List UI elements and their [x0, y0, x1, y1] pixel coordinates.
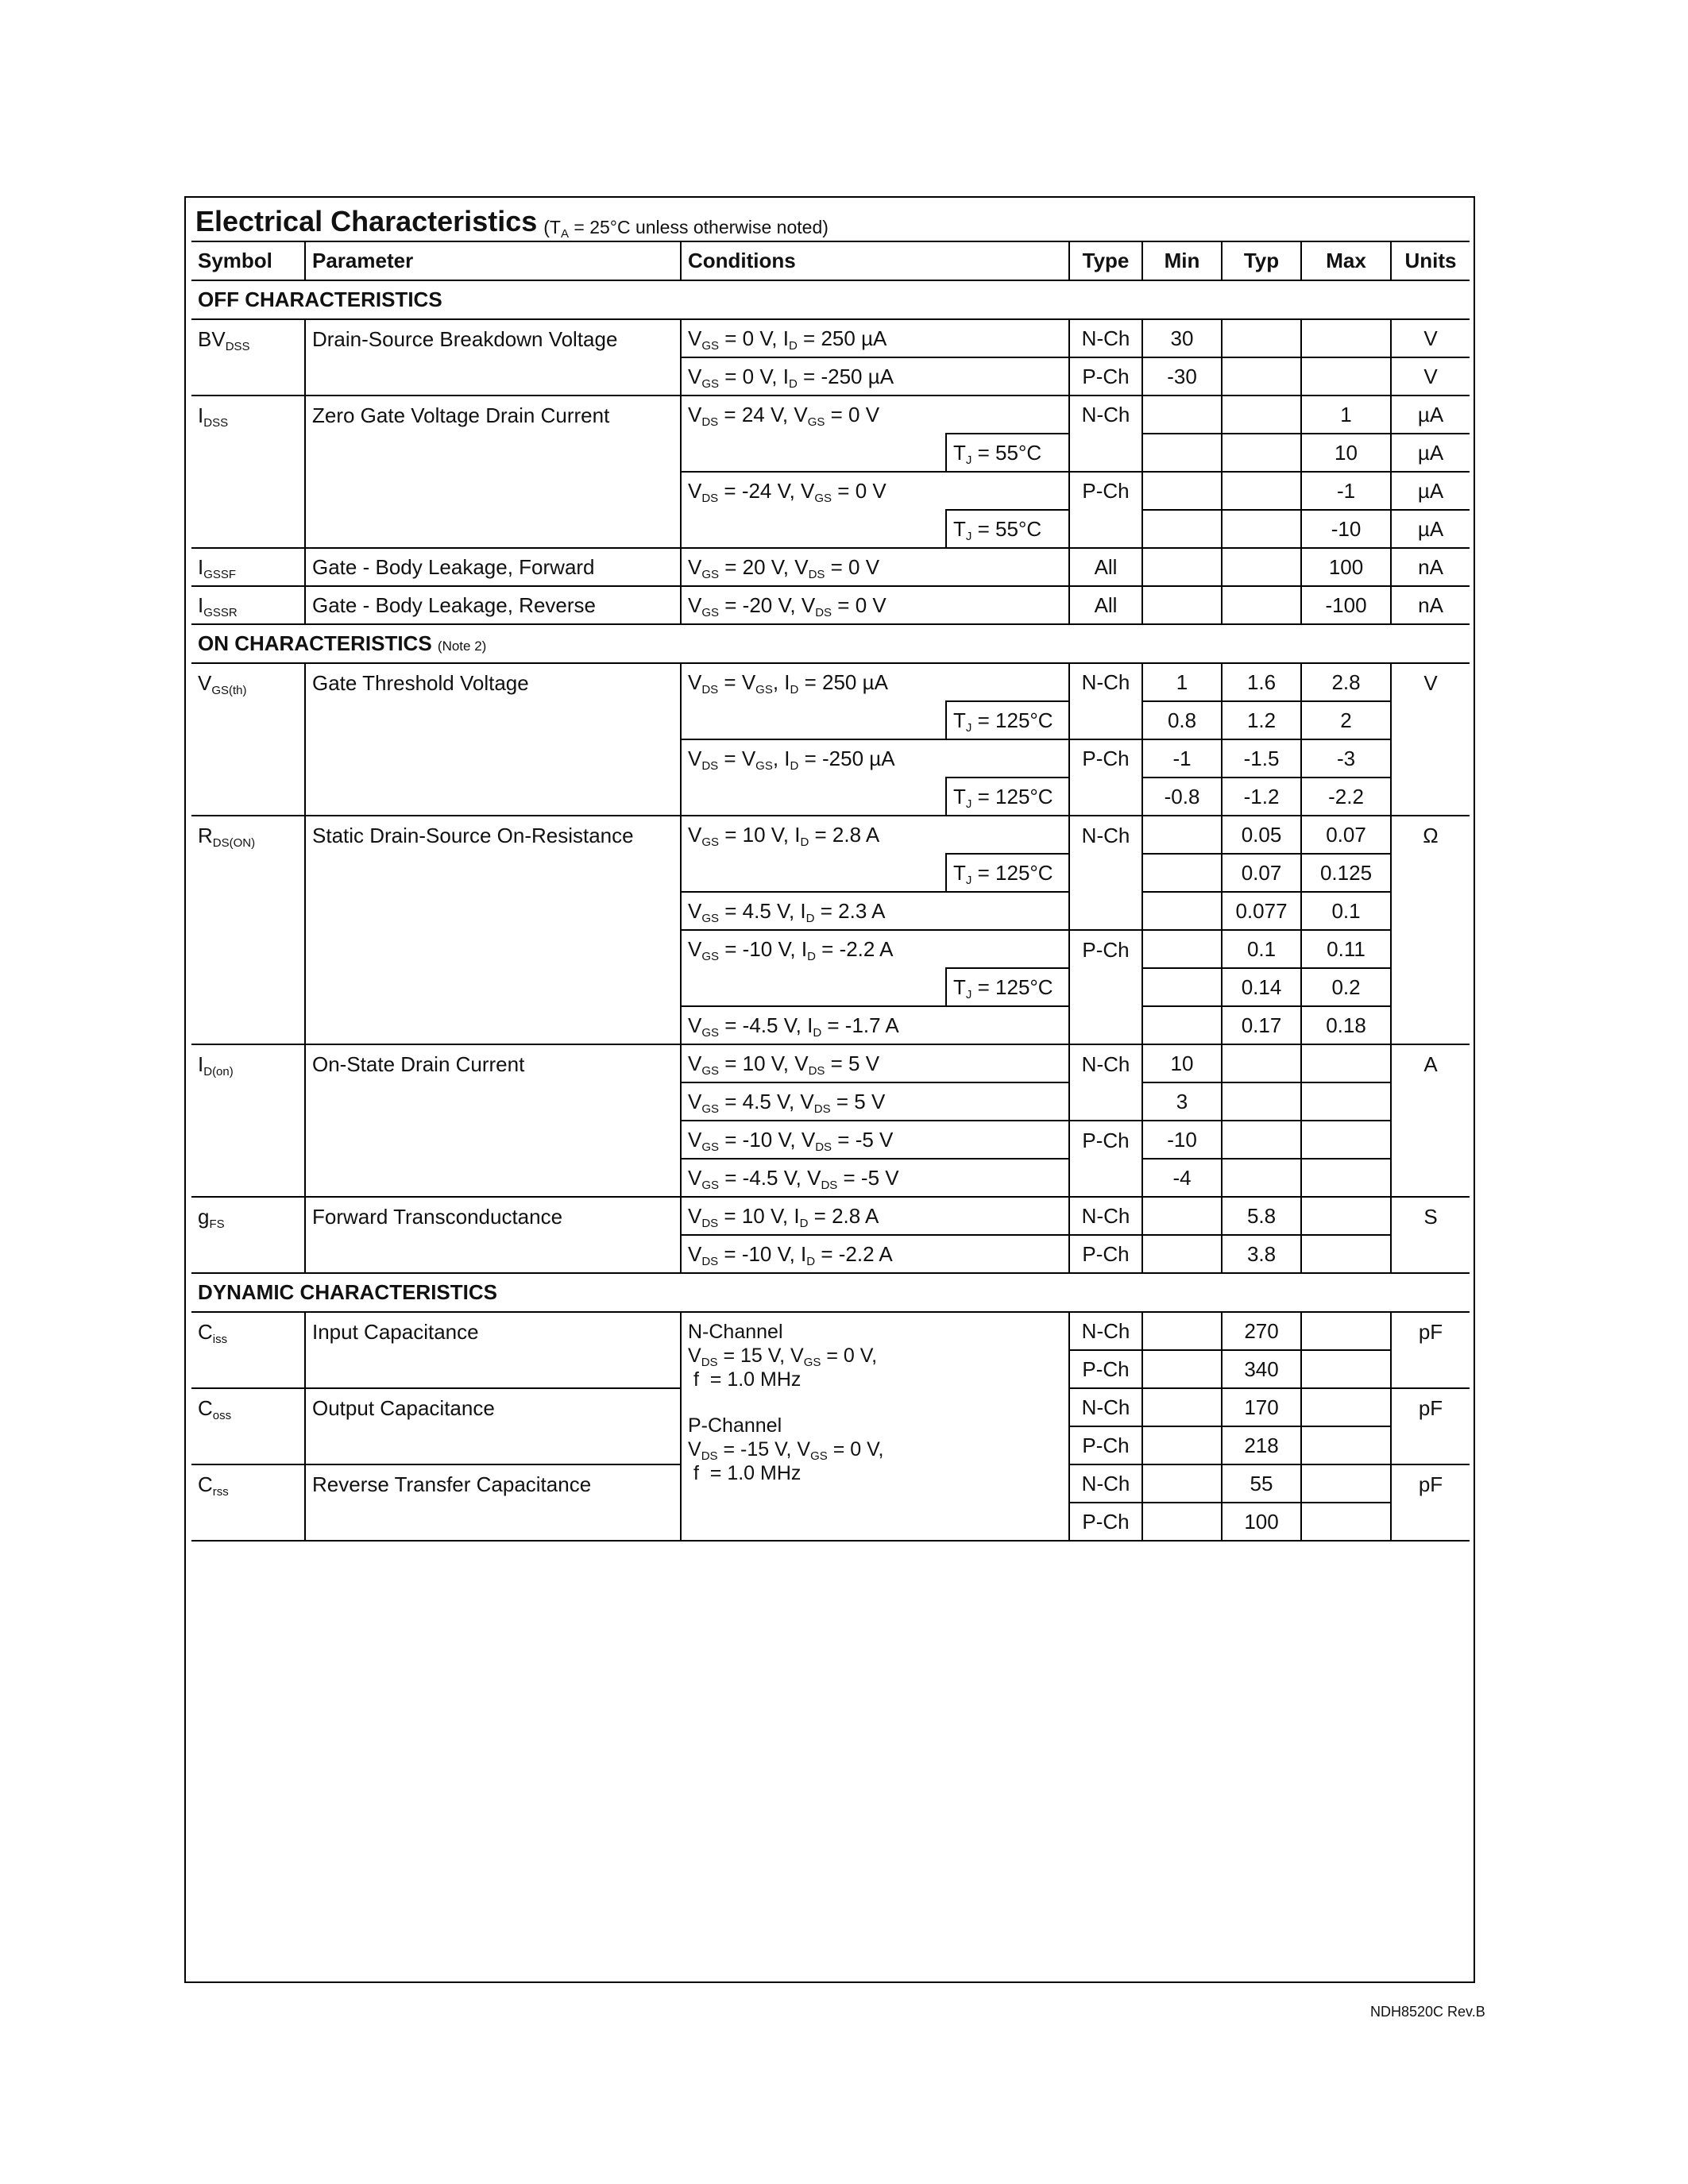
- symbol-gfs: $g_{FS}$: [191, 1197, 305, 1273]
- typ-cell: [1222, 357, 1301, 396]
- units-cell: nA: [1391, 548, 1470, 586]
- cond-spacer: [681, 778, 946, 816]
- type-cell: P-Ch: [1069, 930, 1142, 1044]
- typ-cell: -1.5: [1222, 739, 1301, 778]
- typ-cell: 218: [1222, 1426, 1301, 1464]
- footer-revision: NDH8520C Rev.B: [1370, 2004, 1485, 2020]
- table-row: [191, 586, 1470, 624]
- max-cell: [1301, 1082, 1391, 1121]
- cond-cell: $T_J = 125^\circ C$: [946, 854, 1069, 892]
- max-cell: 0.07: [1301, 816, 1391, 854]
- max-cell: 1: [1301, 396, 1391, 434]
- n-channel-label: N-Channel: [688, 1321, 783, 1343]
- typ-cell: 0.077: [1222, 892, 1301, 930]
- max-cell: 2: [1301, 701, 1391, 739]
- cond-cell: $V_{GS} = 0$ V, $I_D = 250$ µA: [681, 319, 1069, 357]
- symbol-rdson: $R_{DS(ON)}$: [191, 816, 305, 1044]
- type-cell: All: [1069, 548, 1142, 586]
- type-cell: N-Ch: [1069, 1197, 1142, 1235]
- table-row: [191, 663, 1470, 701]
- min-cell: [1142, 930, 1222, 968]
- table-row: [191, 1312, 1470, 1350]
- min-cell: [1142, 1350, 1222, 1388]
- cond-cell: $V_{DS} = 24$ V, $V_{GS} = 0$ V: [681, 396, 1069, 434]
- max-cell: 0.2: [1301, 968, 1391, 1006]
- min-cell: -30: [1142, 357, 1222, 396]
- typ-cell: 55: [1222, 1464, 1301, 1503]
- table-row: [191, 548, 1470, 586]
- cond-cell: $V_{GS} = -10$ V, $V_{DS} = -5$ V: [681, 1121, 1069, 1159]
- col-parameter: Parameter: [305, 241, 681, 280]
- min-cell: 1: [1142, 663, 1222, 701]
- typ-cell: [1222, 396, 1301, 434]
- cond-cell: $V_{GS} = -20$ V, $V_{DS} = 0$ V: [681, 586, 1069, 624]
- max-cell: [1301, 1121, 1391, 1159]
- table-title: [191, 204, 1470, 241]
- max-cell: -1: [1301, 472, 1391, 510]
- max-cell: 0.18: [1301, 1006, 1391, 1044]
- param-coss: Output Capacitance: [305, 1388, 681, 1464]
- cond-cell: $V_{DS} = 10$ V, $I_D = 2.8$ A: [681, 1197, 1069, 1235]
- p-channel-label: P-Channel: [688, 1414, 782, 1437]
- max-cell: -2.2: [1301, 778, 1391, 816]
- symbol-ciss: $C_{iss}$: [191, 1312, 305, 1388]
- typ-cell: [1222, 434, 1301, 472]
- cond-cell: $T_J = 55^\circ C$: [946, 510, 1069, 548]
- cond-cell: $V_{GS} = 4.5$ V, $V_{DS} = 5$ V: [681, 1082, 1069, 1121]
- max-cell: 0.11: [1301, 930, 1391, 968]
- typ-cell: 1.2: [1222, 701, 1301, 739]
- section-on-label: ON CHARACTERISTICS (Note 2): [191, 624, 1470, 663]
- cond-cell: $V_{GS} = 10$ V, $I_D = 2.8$ A: [681, 816, 1069, 854]
- col-min: Min: [1142, 241, 1222, 280]
- min-cell: [1142, 1235, 1222, 1273]
- typ-cell: [1222, 1121, 1301, 1159]
- max-cell: [1301, 1464, 1391, 1503]
- min-cell: -4: [1142, 1159, 1222, 1197]
- min-cell: 0.8: [1142, 701, 1222, 739]
- units-cell: pF: [1391, 1312, 1470, 1388]
- type-cell: [1069, 510, 1142, 548]
- table-row: [191, 816, 1470, 854]
- type-cell: N-Ch: [1069, 319, 1142, 357]
- type-cell: N-Ch: [1069, 663, 1142, 701]
- dynamic-conditions: [681, 1312, 1069, 1541]
- min-cell: [1142, 854, 1222, 892]
- n-channel-line: $V_{DS} = 15$ V, $V_{GS} = 0$ V,: [688, 1345, 878, 1369]
- section-off-label: OFF CHARACTERISTICS: [191, 280, 1470, 319]
- max-cell: [1301, 357, 1391, 396]
- min-cell: 3: [1142, 1082, 1222, 1121]
- col-symbol: Symbol: [191, 241, 305, 280]
- p-channel-freq: f = 1.0 MHz: [688, 1462, 802, 1484]
- section-dynamic-label: DYNAMIC CHARACTERISTICS: [191, 1273, 1470, 1312]
- type-cell: P-Ch: [1069, 357, 1142, 396]
- type-cell: All: [1069, 586, 1142, 624]
- table-row: [191, 319, 1470, 357]
- table-row: [191, 1197, 1470, 1235]
- min-cell: [1142, 1197, 1222, 1235]
- type-cell: [1069, 434, 1142, 472]
- min-cell: [1142, 1426, 1222, 1464]
- max-cell: 100: [1301, 548, 1391, 586]
- min-cell: [1142, 1312, 1222, 1350]
- symbol-coss: $C_{oss}$: [191, 1388, 305, 1464]
- typ-cell: 0.05: [1222, 816, 1301, 854]
- max-cell: [1301, 1197, 1391, 1235]
- table-row: [191, 1044, 1470, 1082]
- param-idon: On-State Drain Current: [305, 1044, 681, 1197]
- cond-cell: $T_J = 125^\circ C$: [946, 701, 1069, 739]
- col-max: Max: [1301, 241, 1391, 280]
- typ-cell: 170: [1222, 1388, 1301, 1426]
- typ-cell: [1222, 472, 1301, 510]
- max-cell: [1301, 1426, 1391, 1464]
- min-cell: [1142, 510, 1222, 548]
- min-cell: [1142, 968, 1222, 1006]
- param-rdson: Static Drain-Source On-Resistance: [305, 816, 681, 1044]
- min-cell: 30: [1142, 319, 1222, 357]
- characteristics-table: [191, 241, 1470, 1542]
- cond-cell: $T_J = 125^\circ C$: [946, 968, 1069, 1006]
- units-cell: µA: [1391, 510, 1470, 548]
- cond-cell: $V_{GS} = -4.5$ V, $I_D = -1.7$ A: [681, 1006, 1069, 1044]
- min-cell: [1142, 1464, 1222, 1503]
- units-cell: S: [1391, 1197, 1470, 1273]
- cond-spacer: [681, 434, 946, 472]
- cond-cell: $V_{GS} = 0$ V, $I_D = -250$ µA: [681, 357, 1069, 396]
- section-off: [191, 280, 1470, 319]
- units-cell: µA: [1391, 396, 1470, 434]
- type-cell: P-Ch: [1069, 1350, 1142, 1388]
- type-cell: N-Ch: [1069, 396, 1142, 434]
- typ-cell: [1222, 510, 1301, 548]
- max-cell: [1301, 1312, 1391, 1350]
- typ-cell: 340: [1222, 1350, 1301, 1388]
- min-cell: -10: [1142, 1121, 1222, 1159]
- units-cell: Ω: [1391, 816, 1470, 1044]
- type-cell: N-Ch: [1069, 1044, 1142, 1121]
- min-cell: 10: [1142, 1044, 1222, 1082]
- cond-cell: $V_{GS} = -10$ V, $I_D = -2.2$ A: [681, 930, 1069, 968]
- symbol-vgsth: $V_{GS(th)}$: [191, 663, 305, 816]
- symbol-crss: $C_{rss}$: [191, 1464, 305, 1541]
- min-cell: -1: [1142, 739, 1222, 778]
- max-cell: [1301, 1503, 1391, 1541]
- cond-cell: $V_{GS} = 4.5$ V, $I_D = 2.3$ A: [681, 892, 1069, 930]
- col-conditions: Conditions: [681, 241, 1069, 280]
- section-dynamic: [191, 1273, 1470, 1312]
- min-cell: -0.8: [1142, 778, 1222, 816]
- cond-spacer: [681, 968, 946, 1006]
- units-cell: µA: [1391, 472, 1470, 510]
- type-cell: [1069, 701, 1142, 739]
- max-cell: [1301, 1159, 1391, 1197]
- page-frame: [184, 196, 1475, 1983]
- max-cell: 0.125: [1301, 854, 1391, 892]
- section-on: [191, 624, 1470, 663]
- max-cell: [1301, 1388, 1391, 1426]
- col-typ: Typ: [1222, 241, 1301, 280]
- typ-cell: [1222, 1082, 1301, 1121]
- min-cell: [1142, 548, 1222, 586]
- typ-cell: [1222, 1044, 1301, 1082]
- typ-cell: 0.1: [1222, 930, 1301, 968]
- min-cell: [1142, 892, 1222, 930]
- type-cell: N-Ch: [1069, 1388, 1142, 1426]
- cond-cell: $V_{DS} = -24$ V, $V_{GS} = 0$ V: [681, 472, 1069, 510]
- type-cell: N-Ch: [1069, 816, 1142, 930]
- n-channel-freq: f = 1.0 MHz: [688, 1368, 802, 1391]
- cond-spacer: [681, 701, 946, 739]
- max-cell: 10: [1301, 434, 1391, 472]
- min-cell: [1142, 396, 1222, 434]
- header-row: [191, 241, 1470, 280]
- typ-cell: 0.14: [1222, 968, 1301, 1006]
- units-cell: pF: [1391, 1388, 1470, 1464]
- cond-cell: $V_{DS} = V_{GS}$, $I_D = 250$ µA: [681, 663, 1069, 701]
- max-cell: -10: [1301, 510, 1391, 548]
- p-channel-line: $V_{DS} = -15$ V, $V_{GS} = 0$ V,: [688, 1438, 884, 1463]
- type-cell: P-Ch: [1069, 1235, 1142, 1273]
- param-igssr: Gate - Body Leakage, Reverse: [305, 586, 681, 624]
- max-cell: -100: [1301, 586, 1391, 624]
- cond-cell: $V_{DS} = -10$ V, $I_D = -2.2$ A: [681, 1235, 1069, 1273]
- col-units: Units: [1391, 241, 1470, 280]
- min-cell: [1142, 434, 1222, 472]
- typ-cell: 270: [1222, 1312, 1301, 1350]
- max-cell: -3: [1301, 739, 1391, 778]
- min-cell: [1142, 1388, 1222, 1426]
- cond-cell: $T_J = 125^\circ C$: [946, 778, 1069, 816]
- typ-cell: 1.6: [1222, 663, 1301, 701]
- units-cell: µA: [1391, 434, 1470, 472]
- units-cell: V: [1391, 663, 1470, 816]
- col-type: Type: [1069, 241, 1142, 280]
- param-bvdss: Drain-Source Breakdown Voltage: [305, 319, 681, 396]
- min-cell: [1142, 586, 1222, 624]
- param-igssf: Gate - Body Leakage, Forward: [305, 548, 681, 586]
- max-cell: [1301, 1235, 1391, 1273]
- cond-cell: $V_{GS} = -4.5$ V, $V_{DS} = -5$ V: [681, 1159, 1069, 1197]
- cond-cell: $V_{GS} = 20$ V, $V_{DS} = 0$ V: [681, 548, 1069, 586]
- units-cell: pF: [1391, 1464, 1470, 1541]
- min-cell: [1142, 1006, 1222, 1044]
- cond-cell: $V_{GS} = 10$ V, $V_{DS} = 5$ V: [681, 1044, 1069, 1082]
- min-cell: [1142, 1503, 1222, 1541]
- symbol-idon: $I_{D(on)}$: [191, 1044, 305, 1197]
- typ-cell: -1.2: [1222, 778, 1301, 816]
- cond-cell: $V_{DS} = V_{GS}$, $I_D = -250$ µA: [681, 739, 1069, 778]
- type-cell: [1069, 778, 1142, 816]
- max-cell: 0.1: [1301, 892, 1391, 930]
- type-cell: N-Ch: [1069, 1312, 1142, 1350]
- type-cell: N-Ch: [1069, 1464, 1142, 1503]
- typ-cell: 100: [1222, 1503, 1301, 1541]
- param-vgsth: Gate Threshold Voltage: [305, 663, 681, 816]
- typ-cell: 0.17: [1222, 1006, 1301, 1044]
- typ-cell: [1222, 548, 1301, 586]
- max-cell: [1301, 1350, 1391, 1388]
- param-ciss: Input Capacitance: [305, 1312, 681, 1388]
- min-cell: [1142, 472, 1222, 510]
- max-cell: [1301, 319, 1391, 357]
- table-row: [191, 396, 1470, 434]
- cond-spacer: [681, 854, 946, 892]
- cond-spacer: [681, 510, 946, 548]
- type-cell: P-Ch: [1069, 1503, 1142, 1541]
- title-main: Electrical Characteristics: [195, 205, 538, 237]
- min-cell: [1142, 816, 1222, 854]
- type-cell: P-Ch: [1069, 1121, 1142, 1197]
- electrical-characteristics-sheet: [191, 204, 1470, 1542]
- param-gfs: Forward Transconductance: [305, 1197, 681, 1273]
- symbol-igssr: $I_{GSSR}$: [191, 586, 305, 624]
- symbol-idss: $I_{DSS}$: [191, 396, 305, 548]
- typ-cell: 0.07: [1222, 854, 1301, 892]
- symbol-bvdss: $BV_{DSS}$: [191, 319, 305, 396]
- cond-cell: $T_J = 55^\circ C$: [946, 434, 1069, 472]
- param-crss: Reverse Transfer Capacitance: [305, 1464, 681, 1541]
- typ-cell: [1222, 1159, 1301, 1197]
- symbol-igssf: $I_{GSSF}$: [191, 548, 305, 586]
- units-cell: nA: [1391, 586, 1470, 624]
- type-cell: P-Ch: [1069, 1426, 1142, 1464]
- max-cell: 2.8: [1301, 663, 1391, 701]
- param-idss: Zero Gate Voltage Drain Current: [305, 396, 681, 548]
- typ-cell: 3.8: [1222, 1235, 1301, 1273]
- typ-cell: 5.8: [1222, 1197, 1301, 1235]
- units-cell: V: [1391, 357, 1470, 396]
- type-cell: P-Ch: [1069, 739, 1142, 778]
- units-cell: A: [1391, 1044, 1470, 1197]
- typ-cell: [1222, 586, 1301, 624]
- type-cell: P-Ch: [1069, 472, 1142, 510]
- typ-cell: [1222, 319, 1301, 357]
- max-cell: [1301, 1044, 1391, 1082]
- title-conditions: ($T_A = 25^\circ C$ unless otherwise noted): [543, 217, 829, 241]
- units-cell: V: [1391, 319, 1470, 357]
